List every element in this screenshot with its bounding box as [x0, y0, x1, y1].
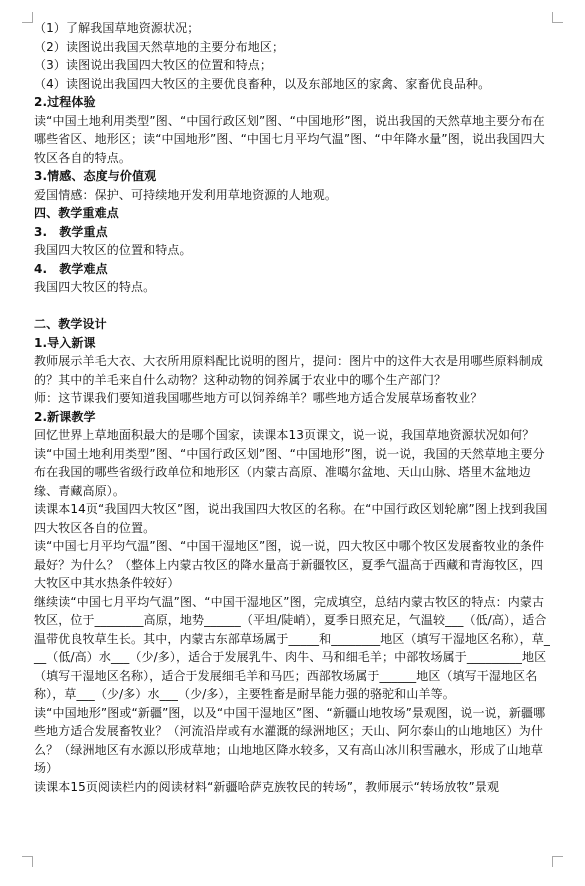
paragraph: 读“中国地形”图或“新疆”图，以及“中国干湿地区”图、“新疆山地牧场”景观图，说一说，新疆哪些地方适合发展畜牧业？（河流沿岸或有水灌溉的绿洲地区；天山、阿尔泰山的山地地区）为什么？（绿洲地区有水源以形成草地；山地地区降水较多，又有高山冰川积雪融水，形成了山地草场） — [34, 705, 546, 775]
document-body — [34, 19, 554, 796]
objective-item: （3）读图说出我国四大牧区的位置和特点； — [34, 58, 273, 72]
objective-item: （1）了解我国草地资源状况； — [34, 21, 200, 35]
objective-item: （2）读图说出我国天然草地的主要分布地区； — [34, 39, 285, 54]
paragraph: 继续读“中国七月平均气温”图、“中国干湿地区”图，完成填空，总结内蒙古牧区的特点：内蒙古牧区，位于________高原，地势______（平坦/陡峭），夏季日照充足，气温较___（低/高），适合温带优良牧草生长。其中，内蒙古东部草场属于_____和________地区（填写干湿地区名称），草___（低/高）水___（少/多），适合于发展乳牛、肉牛、马和细毛羊；中部牧场属于_________地区（填写干湿地区名称），适合于发展细毛羊和马匹；西部牧场属于______地区（填写干湿地区名称），草___（少/多）水___（少/多），主要牲畜是耐旱能力强的骆驼和山羊等。 — [34, 594, 551, 701]
subsection-heading: 2.新课教学 — [34, 409, 96, 424]
paragraph: 读“中国七月平均气温”图、“中国干湿地区”图，说一说，四大牧区中哪个牧区发展畜牧业的条件最好？为什么？（整体上内蒙古牧区的降水量高于新疆牧区，夏季气温高于西藏和青海牧区，四大牧区中其水热条件较好） — [34, 539, 545, 590]
objective-item: （4）读图说出我国四大牧区的主要优良畜种，以及东部地区的家禽、家畜优良品种。 — [34, 76, 491, 91]
paragraph: 爱国情感：保护、可持续地开发利用草地资源的人地观。 — [34, 187, 338, 202]
paragraph: 我国四大牧区的特点。 — [34, 280, 156, 294]
blank-line — [34, 297, 554, 316]
section-heading: 2.过程体验 — [34, 95, 96, 109]
paragraph: 读课本15页阅读栏内的阅读材料“新疆哈萨克族牧民的转场”，教师展示“转场放牧”景观 — [34, 779, 500, 794]
paragraph: 教师展示羊毛大衣、大衣所用原料配比说明的图片，提问：图片中的这件大衣是用哪些原料制成的？其中的羊毛来自什么动物？这种动物的饲养属于农业中的哪个生产部门？ — [34, 354, 544, 387]
paragraph: 读课本14页“我国四大牧区”图，说出我国四大牧区的名称。在“中国行政区划轮廓”图上找到我国四大牧区各自的位置。 — [34, 502, 548, 535]
paragraph: 我国四大牧区的位置和特点。 — [34, 243, 192, 257]
page-corner-mark — [552, 856, 563, 867]
paragraph: 读“中国土地利用类型”图、“中国行政区划”图、“中国地形”图，说一说，我国的天然草地主要分布在我国的哪些省级行政单位和地形区（内蒙古高原、准噶尔盆地、天山山脉、塔里木盆地边缘、青藏高原）。 — [34, 446, 545, 498]
subsection-heading: 4. 教学难点 — [34, 261, 108, 276]
section-heading: 二、教学设计 — [34, 317, 107, 331]
section-heading: 3.情感、态度与价值观 — [34, 169, 157, 183]
paragraph: 读“中国土地利用类型”图、“中国行政区划”图、“中国地形”图，说出我国的天然草地主要分布在哪些省区、地形区；读“中国地形”图、“中国七月平均气温”图、“中年降水量”图，说出我国四大牧区各自的特点。 — [34, 113, 545, 165]
subsection-heading: 1.导入新课 — [34, 335, 96, 350]
section-heading: 四、教学重难点 — [34, 206, 119, 220]
paragraph: 回忆世界上草地面积最大的是哪个国家，读课本13页课文，说一说，我国草地资源状况如何？ — [34, 428, 535, 442]
paragraph: 师：这节课我们要知道我国哪些地方可以饲养绵羊？哪些地方适合发展草场畜牧业？ — [34, 391, 483, 405]
page-corner-mark — [22, 12, 33, 23]
page-corner-mark — [22, 856, 33, 867]
subsection-heading: 3. 教学重点 — [34, 224, 108, 239]
